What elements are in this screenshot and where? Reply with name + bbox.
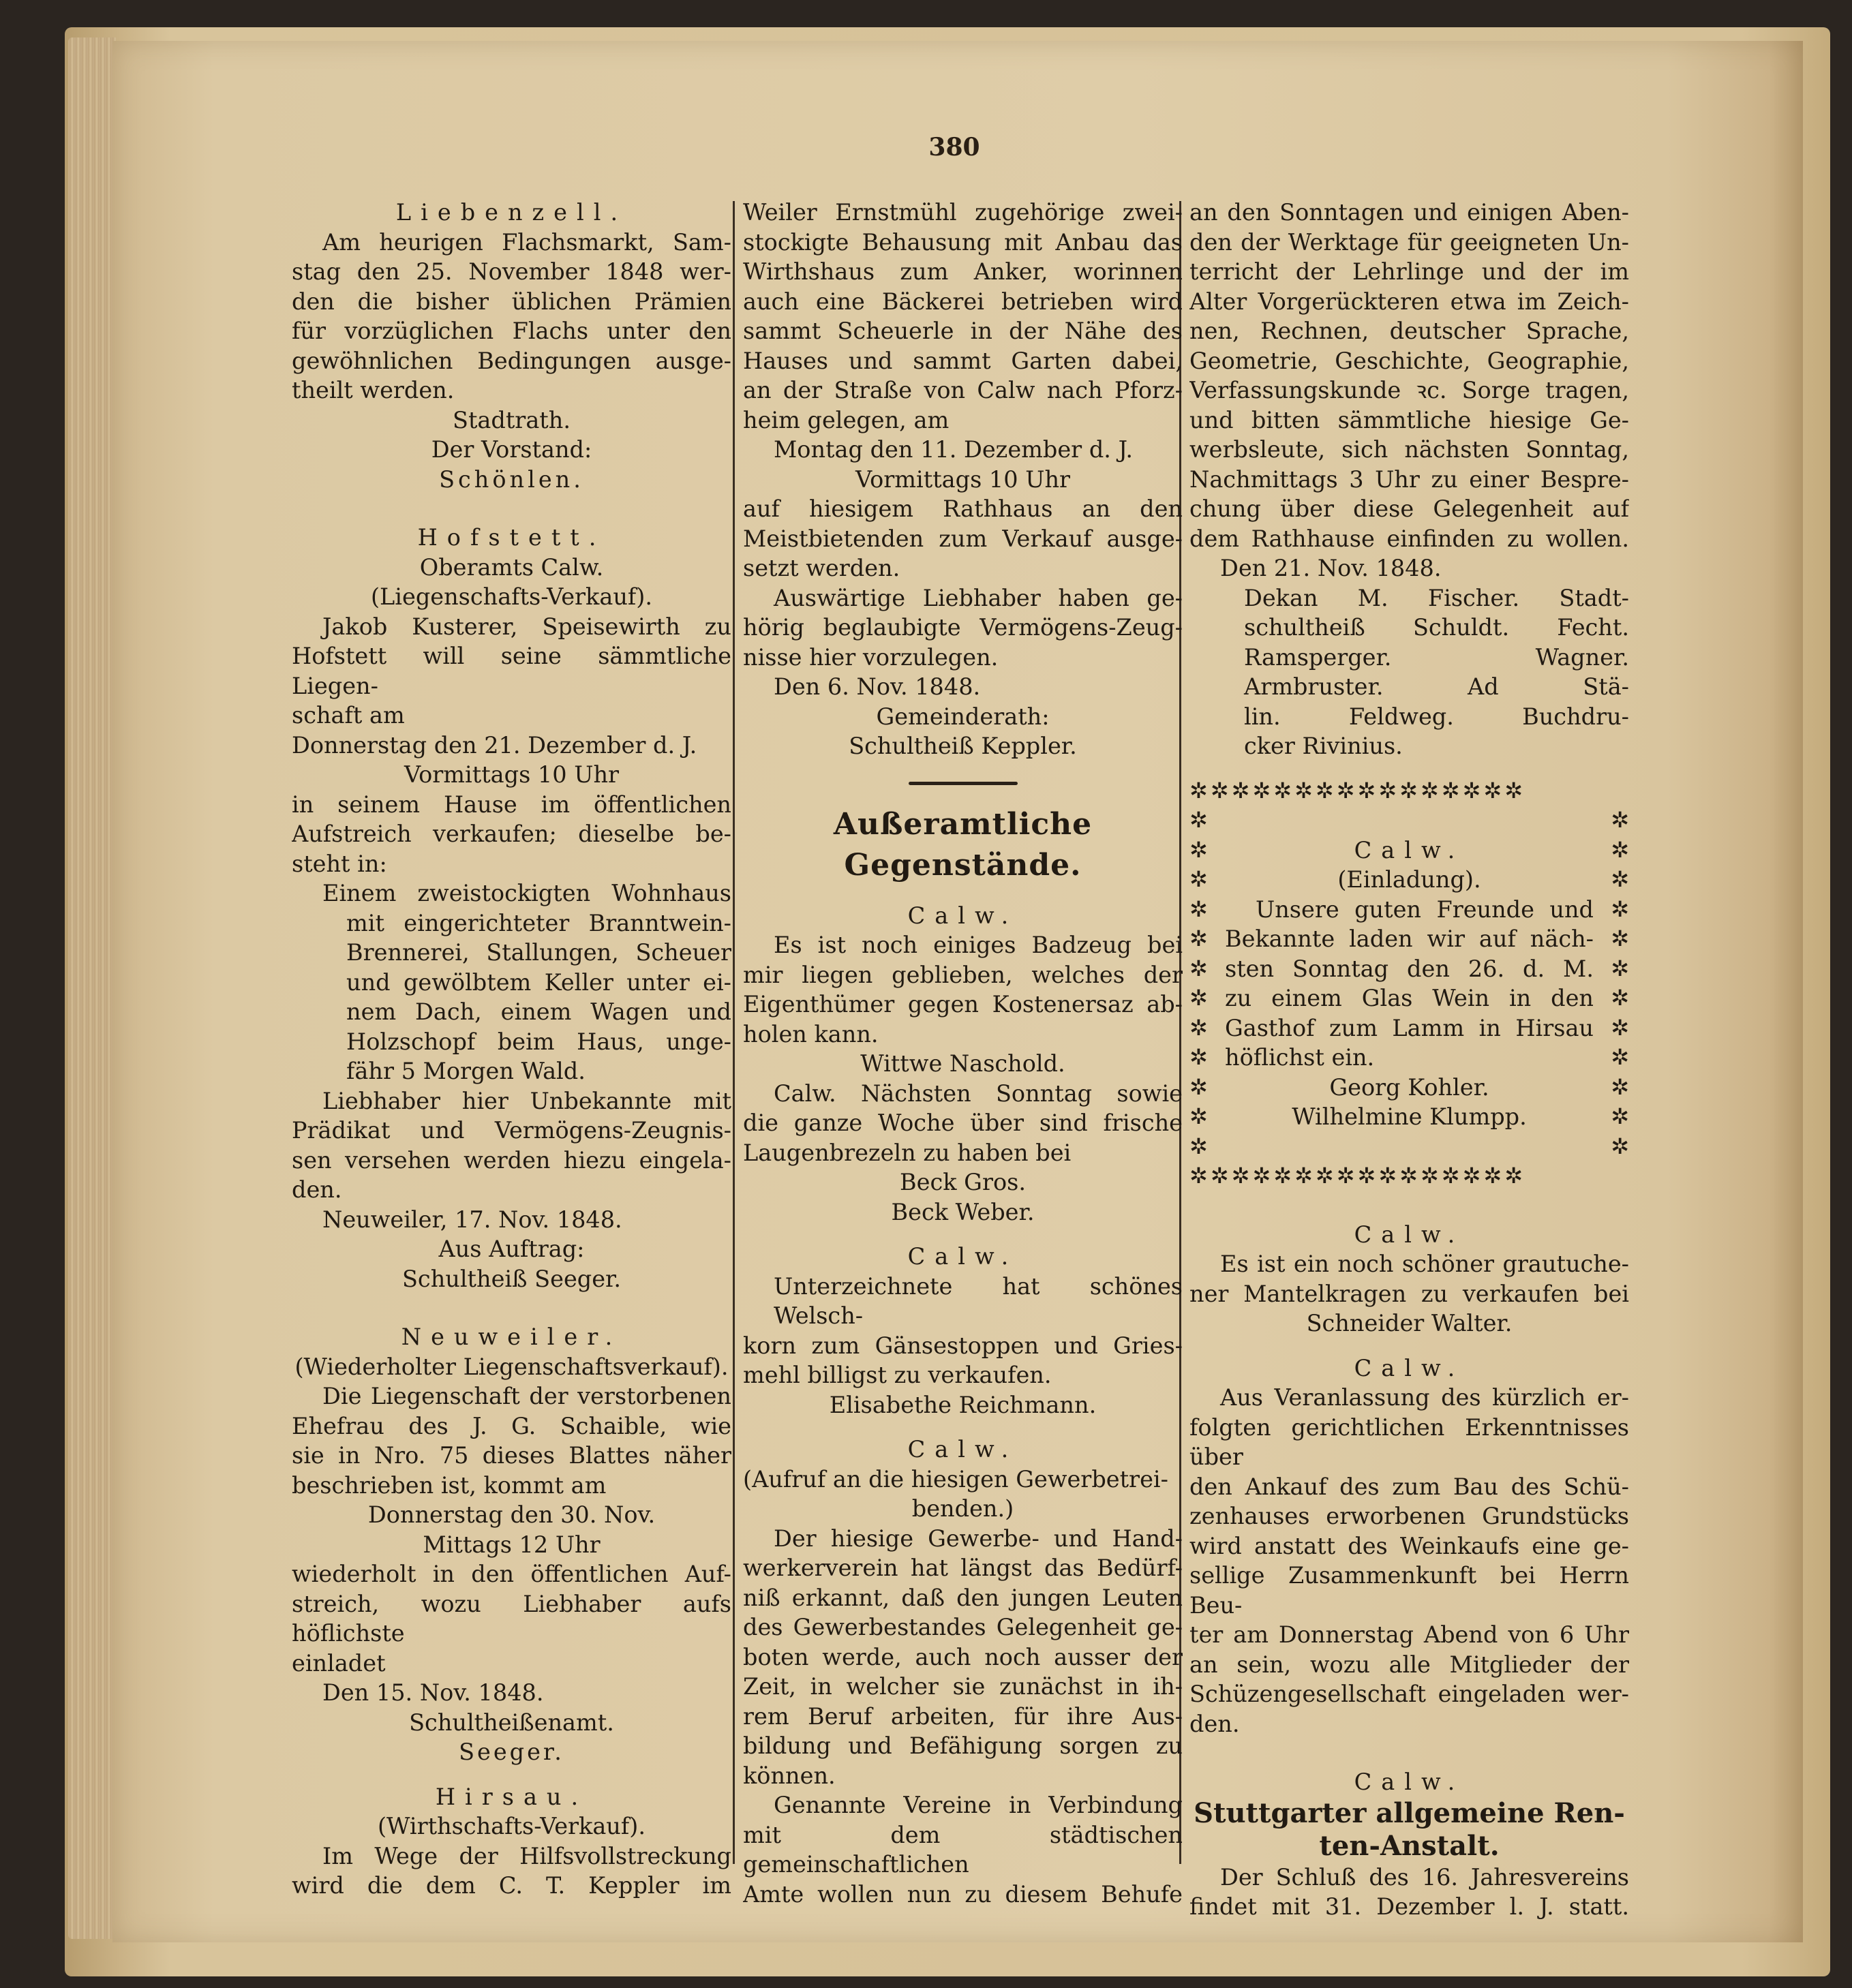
dateline: Neuweiler, 17. Nov. 1848.: [322, 1206, 622, 1233]
text-line: des Gewerbestandes Gelegenheit ge-: [743, 1614, 1183, 1640]
text-line: niß erkannt, daß den jungen Leuten: [743, 1584, 1183, 1611]
star-border-bottom: ✲✲✲✲✲✲✲✲✲✲✲✲✲✲✲✲: [1189, 1163, 1525, 1189]
text-line: Prädikat und Vermögens-Zeugnis-: [292, 1117, 731, 1144]
text-line: streich, wozu Liebhaber aufs höflichste: [292, 1590, 731, 1647]
text-line: Hofstett will seine sämmtliche Liegen-: [292, 643, 731, 699]
signature: Beck Gros.: [900, 1169, 1026, 1195]
star-ornament-icon: ✲: [1611, 807, 1629, 833]
text-line: ter am Donnerstag Abend von 6 Uhr: [1189, 1621, 1629, 1648]
text-line: Liebhaber hier Unbekannte mit: [322, 1087, 731, 1114]
star-ornament-icon: ✲: [1189, 1014, 1208, 1041]
star-ornament-icon: ✲: [1611, 836, 1629, 863]
text-line: Hauses und sammt Garten dabei,: [743, 347, 1183, 374]
text-line: Am heurigen Flachsmarkt, Sam-: [322, 228, 731, 256]
signature: Elisabethe Reichmann.: [829, 1391, 1097, 1418]
text-line: werbsleute, sich nächsten Sonntag,: [1189, 436, 1629, 463]
signature: Seeger.: [459, 1739, 564, 1765]
notice-calw-einladung: [1189, 806, 1629, 1161]
item-line: und gewölbtem Keller unter ei-: [346, 968, 731, 996]
text-line: mit dem städtischen gemeinschaftlichen: [743, 1821, 1183, 1878]
text-line: Im Wege der Hilfsvollstreckung: [322, 1842, 731, 1869]
item-line: Holzschopf beim Haus, unge-: [346, 1028, 731, 1055]
text-line: findet mit 31. Dezember l. J. statt.: [1189, 1893, 1629, 1920]
section-separator: [909, 782, 1018, 785]
place-heading: Hofstett.: [417, 524, 606, 551]
column-divider: [733, 201, 735, 1864]
star-ornament-icon: ✲: [1611, 926, 1629, 951]
place-heading: Neuweiler.: [401, 1324, 622, 1350]
signature: cker Rivinius.: [1244, 733, 1403, 759]
text-line: an den Sonntagen und einigen Aben-: [1189, 199, 1629, 226]
text-line: Aus Veranlassung des kürzlich er-: [1220, 1384, 1629, 1411]
text-line: stag den 25. November 1848 wer-: [292, 258, 731, 285]
place-heading: Calw.: [1354, 836, 1465, 863]
signature: schultheiß Schuldt. Fecht.: [1244, 614, 1629, 641]
text-line: Eigenthümer gegen Kostenersaz ab-: [743, 991, 1183, 1018]
text-line: sammt Scheuerle in der Nähe des: [743, 318, 1183, 344]
text-line: Der Schluß des 16. Jahresvereins: [1220, 1863, 1629, 1891]
star-ornament-icon: ✲: [1611, 896, 1629, 922]
signature: lin. Feldweg. Buchdru-: [1244, 703, 1629, 730]
notice-hirsau-continued: [743, 198, 1183, 761]
notice-heading: ten-Anstalt.: [1319, 1829, 1500, 1862]
star-ornament-icon: ✲: [1611, 866, 1629, 892]
text-line: werkerverein hat längst das Bedürf-: [743, 1555, 1183, 1581]
signature: Beck Weber.: [891, 1198, 1035, 1225]
star-ornament-icon: ✲: [1189, 955, 1208, 981]
text-line: wird die dem C. T. Keppler im: [292, 1872, 731, 1899]
place-heading: Calw.: [1354, 1221, 1465, 1248]
notice-hofstett: [292, 523, 731, 1294]
star-ornament-icon: ✲: [1611, 1133, 1629, 1159]
place-heading: Liebenzell.: [395, 199, 628, 226]
text-line: sellige Zusammenkunft bei Herrn Beu-: [1189, 1562, 1629, 1619]
text-line: zenhauses erworbenen Grundstücks: [1189, 1503, 1629, 1529]
text-line: den der Werktage für geeigneten Un-: [1189, 228, 1629, 256]
sale-date: Montag den 11. Dezember d. J.: [774, 436, 1134, 463]
text-line: zu einem Glas Wein in den: [1225, 985, 1594, 1011]
text-line: stockigte Behausung mit Anbau das: [743, 228, 1183, 256]
signature: Schönlen.: [439, 465, 584, 493]
text-line: ner Mantelkragen zu verkaufen bei: [1189, 1280, 1629, 1307]
star-ornament-icon: ✲: [1189, 1133, 1208, 1159]
place-heading: Calw.: [907, 1243, 1018, 1270]
text-line: Die Liegenschaft der verstorbenen: [322, 1383, 731, 1409]
notice-neuweiler: [292, 1322, 731, 1767]
text-line: Der hiesige Gewerbe- und Hand-: [774, 1525, 1183, 1552]
notice-calw-rentenanstalt: [1189, 1767, 1629, 1922]
text-line: einladet: [292, 1649, 386, 1677]
text-line: mehl billigst zu verkaufen.: [743, 1362, 1052, 1388]
notice-calw-mantelkragen: [1189, 1220, 1629, 1339]
star-border-top: ✲✲✲✲✲✲✲✲✲✲✲✲✲✲✲✲: [1189, 777, 1525, 804]
text-line: korn zum Gänsestoppen und Gries-: [743, 1332, 1183, 1359]
signature: Schultheiß Keppler.: [849, 733, 1077, 759]
signature: Gemeinderath:: [876, 703, 1050, 730]
text-line: den.: [1189, 1710, 1240, 1737]
star-ornament-icon: ✲: [1611, 1103, 1629, 1129]
star-border-box: [1189, 776, 1629, 1191]
section-heading: Außeramtliche Gegenstände.: [833, 806, 1093, 883]
text-line: Es ist ein noch schöner grautuche-: [1220, 1251, 1629, 1277]
signature: Armbruster. Ad Stä-: [1244, 673, 1629, 700]
star-border-right: [1602, 806, 1629, 1161]
place-heading: Calw.: [907, 1436, 1018, 1463]
text-line: dem Rathhause einfinden zu wollen.: [1189, 525, 1629, 552]
text-line: Bekannte laden wir auf näch-: [1225, 926, 1594, 952]
text-line: schaft am: [292, 702, 405, 729]
notice-hirsau: [292, 1782, 731, 1901]
text-line: Wirthshaus zum Anker, worinnen: [743, 258, 1183, 285]
text-line: Laugenbrezeln zu haben bei: [743, 1139, 1072, 1166]
text-line: Ehefrau des J. G. Schaible, wie: [292, 1412, 731, 1439]
text-line: Gasthof zum Lamm in Hirsau: [1225, 1014, 1594, 1041]
text-line: Es ist noch einiges Badzeug bei: [774, 932, 1183, 958]
signature: Stadtrath.: [453, 406, 571, 433]
text-line: können.: [743, 1762, 836, 1789]
text-line: Alter Vorgerückteren etwa im Zeich-: [1189, 288, 1629, 315]
signature: Ramsperger. Wagner.: [1244, 643, 1629, 671]
text-line: auch eine Bäckerei betrieben wird: [743, 288, 1183, 315]
text-line: Weiler Ernstmühl zugehörige zwei-: [743, 199, 1183, 226]
text-line: beschrieben ist, kommt am: [292, 1471, 607, 1499]
dateline: Den 6. Nov. 1848.: [774, 673, 981, 700]
text-line: die ganze Woche über sind frische: [743, 1110, 1183, 1136]
text-line: wird anstatt des Weinkaufs eine ge-: [1189, 1532, 1629, 1559]
signature: Aus Auftrag:: [438, 1236, 585, 1262]
subheading: (Wiederholter Liegenschaftsverkauf).: [294, 1353, 729, 1380]
item-line: mit eingerichteter Branntwein-: [346, 909, 731, 936]
place-heading: Calw.: [907, 902, 1018, 929]
star-ornament-icon: ✲: [1189, 866, 1208, 892]
signature: Der Vorstand:: [431, 436, 592, 463]
column-1: [292, 198, 731, 1901]
signature: Schneider Walter.: [1306, 1310, 1513, 1336]
text-line: Meistbietenden zum Verkauf ausge-: [743, 525, 1183, 552]
star-ornament-icon: ✲: [1189, 896, 1208, 922]
column-2: [743, 198, 1183, 1909]
text-line: auf hiesigem Rathhaus an den: [743, 495, 1183, 522]
place-heading: Calw.: [1354, 1354, 1465, 1381]
subheading: (Wirthschafts-Verkauf).: [377, 1813, 646, 1839]
text-line: Schüzengesellschaft eingeladen wer-: [1189, 1681, 1629, 1707]
notice-liebenzell: [292, 198, 731, 494]
sale-date: Donnerstag den 21. Dezember d. J.: [292, 731, 697, 759]
text-line: setzt werden.: [743, 555, 900, 581]
text-line: Verfassungskunde ꝛc. Sorge tragen,: [1189, 377, 1629, 403]
text-line: hörig beglaubigte Vermögens-Zeug-: [743, 614, 1183, 641]
text-line: wiederholt in den öffentlichen Auf-: [292, 1561, 731, 1587]
text-line: holen kann.: [743, 1020, 879, 1047]
subheading: benden.): [911, 1495, 1014, 1522]
notice-calw-schuetzenhaus: [1189, 1354, 1629, 1739]
star-ornament-icon: ✲: [1611, 985, 1629, 1011]
star-ornament-icon: ✲: [1189, 985, 1208, 1011]
star-ornament-icon: ✲: [1189, 1073, 1208, 1100]
text-line: Nachmittags 3 Uhr zu einer Bespre-: [1189, 465, 1629, 493]
dateline: Den 21. Nov. 1848.: [1220, 555, 1442, 581]
star-ornament-icon: ✲: [1611, 1044, 1629, 1070]
item-line: Einem zweistockigten Wohnhaus: [322, 880, 731, 906]
text-line: und bitten sämmtliche hiesige Ge-: [1189, 406, 1629, 433]
signature: Wilhelmine Klumpp.: [1292, 1103, 1527, 1130]
text-line: den.: [292, 1176, 342, 1203]
column-3: [1189, 198, 1629, 1922]
text-line: rem Beruf arbeiten, für ihre Aus-: [743, 1702, 1183, 1730]
star-ornament-icon: ✲: [1189, 1044, 1208, 1070]
text-line: Jakob Kusterer, Speisewirth zu: [322, 613, 731, 640]
text-line: bildung und Befähigung sorgen zu: [743, 1732, 1183, 1759]
item-line: Brennerei, Stallungen, Scheuer: [346, 939, 731, 966]
text-line: Unsere guten Freunde und: [1256, 896, 1594, 923]
place-heading: Calw.: [1354, 1769, 1465, 1795]
notice-heading: Stuttgarter allgemeine Ren-: [1194, 1796, 1625, 1829]
page-number: 380: [928, 133, 980, 162]
star-ornament-icon: ✲: [1611, 1014, 1629, 1041]
signature: Wittwe Naschold.: [860, 1050, 1065, 1077]
item-line: fähr 5 Morgen Wald.: [346, 1058, 586, 1084]
text-line: Genannte Vereine in Verbindung: [774, 1792, 1183, 1818]
text-line: den die bisher üblichen Prämien: [292, 288, 731, 315]
text-line: terricht der Lehrlinge und der im: [1189, 258, 1629, 285]
star-ornament-icon: ✲: [1189, 926, 1208, 951]
text-line: chung über diese Gelegenheit auf: [1189, 495, 1629, 522]
text-line: nisse hier vorzulegen.: [743, 643, 999, 671]
notice-gewerbeverein-continued: [1189, 198, 1629, 761]
star-ornament-icon: ✲: [1189, 807, 1208, 833]
text-line: sen versehen werden hiezu eingela-: [292, 1146, 731, 1174]
text-line: heim gelegen, am: [743, 406, 950, 433]
text-line: gewöhnlichen Bedingungen ausge-: [292, 347, 731, 374]
item-line: nem Dach, einem Wagen und: [346, 998, 731, 1025]
signature: Schultheißenamt.: [409, 1709, 614, 1736]
dateline: Den 15. Nov. 1848.: [322, 1679, 544, 1706]
text-line: Unterzeichnete hat schönes Welsch-: [774, 1272, 1183, 1329]
star-ornament-icon: ✲: [1189, 1103, 1208, 1129]
signature: Schultheiß Seeger.: [401, 1265, 622, 1292]
star-ornament-icon: ✲: [1611, 1073, 1629, 1100]
subheading: Oberamts Calw.: [419, 553, 604, 581]
text-line: Aufstreich verkaufen; dieselbe be-: [292, 821, 731, 847]
signature: Dekan M. Fischer. Stadt-: [1244, 584, 1629, 611]
notice-calw-brezeln: [743, 1079, 1183, 1227]
sale-time: Vormittags 10 Uhr: [404, 761, 620, 788]
sale-time: Mittags 12 Uhr: [423, 1531, 601, 1558]
text-line: theilt werden.: [292, 377, 455, 403]
place-heading: Hirsau.: [435, 1783, 588, 1810]
text-line: steht in:: [292, 850, 387, 877]
sale-time: Vormittags 10 Uhr: [855, 465, 1071, 493]
text-line: für vorzüglichen Flachs unter den: [292, 318, 731, 344]
text-line: sten Sonntag den 26. d. M.: [1225, 955, 1594, 982]
subheading: (Aufruf an die hiesigen Gewerbetrei-: [743, 1465, 1168, 1493]
text-line: höflichst ein.: [1225, 1044, 1375, 1071]
notice-calw-badzeug: [743, 901, 1183, 1079]
text-line: nen, Rechnen, deutscher Sprache,: [1189, 318, 1629, 344]
notice-calw-welschkorn: [743, 1242, 1183, 1420]
sale-date: Donnerstag den 30. Nov.: [367, 1501, 656, 1528]
page-stack-edges: [68, 37, 116, 1939]
text-line: boten werde, auch noch ausser der: [743, 1643, 1183, 1670]
text-line: Amte wollen nun zu diesem Behufe: [743, 1880, 1183, 1908]
text-line: mir liegen geblieben, welches der: [743, 961, 1183, 988]
subheading: (Einladung).: [1337, 866, 1481, 893]
star-border-left: [1189, 806, 1217, 1161]
subheading: (Liegenschafts-Verkauf).: [370, 583, 653, 610]
text-line: an sein, wozu alle Mitglieder der: [1189, 1651, 1629, 1678]
text-line: Zeit, in welcher sie zunächst in ih-: [743, 1673, 1183, 1700]
text-line: folgten gerichtlichen Erkenntnisses über: [1189, 1413, 1629, 1470]
text-line: Calw. Nächsten Sonntag sowie: [774, 1080, 1183, 1107]
signature: Georg Kohler.: [1329, 1073, 1489, 1101]
text-line: den Ankauf des zum Bau des Schü-: [1189, 1473, 1629, 1500]
text-line: sie in Nro. 75 dieses Blattes näher: [292, 1442, 731, 1469]
text-line: in seinem Hause im öffentlichen: [292, 791, 731, 818]
star-ornament-icon: ✲: [1189, 836, 1208, 863]
text-line: an der Straße von Calw nach Pforz-: [743, 377, 1183, 403]
notice-calw-gewerbeverein: [743, 1435, 1183, 1909]
text-line: Geometrie, Geschichte, Geographie,: [1189, 347, 1629, 374]
star-ornament-icon: ✲: [1611, 955, 1629, 981]
text-line: Auswärtige Liebhaber haben ge-: [774, 584, 1183, 611]
